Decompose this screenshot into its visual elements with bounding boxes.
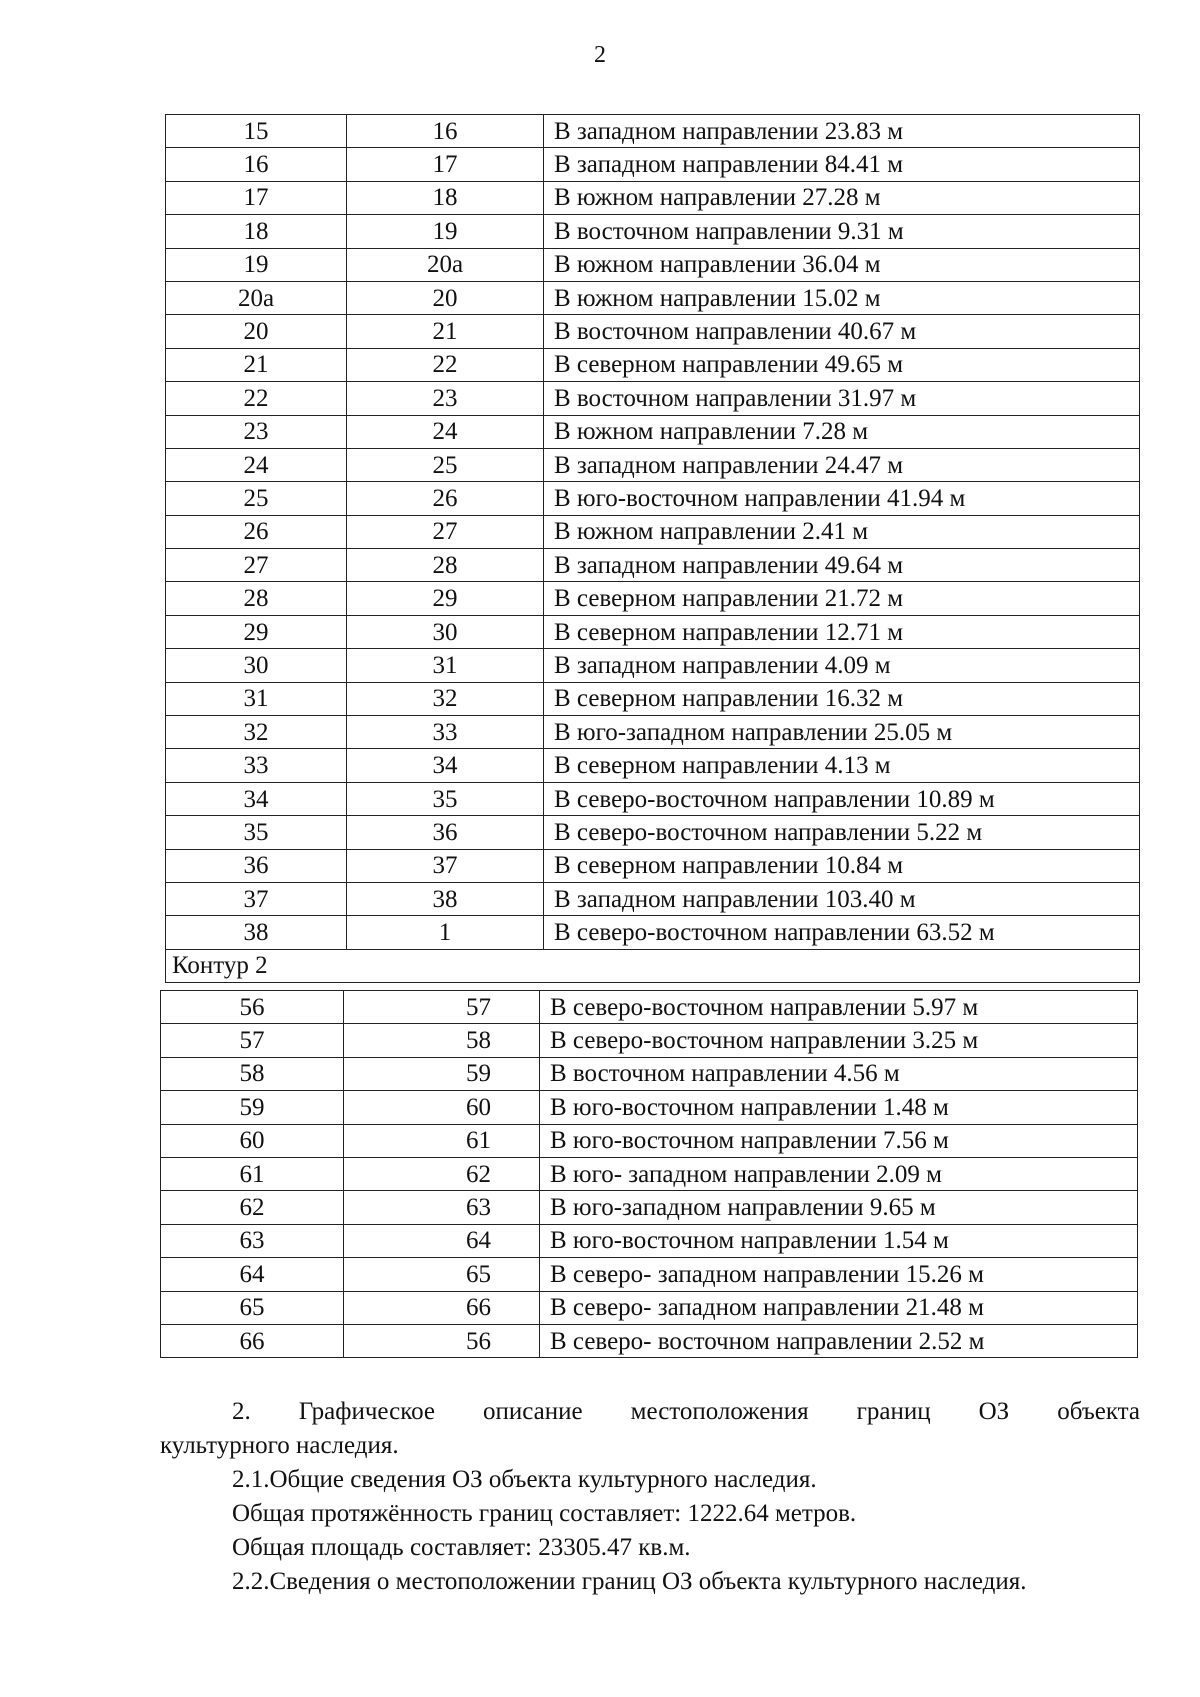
from-point-cell: 20: [166, 315, 347, 348]
from-point-cell: 25: [166, 482, 347, 515]
table-row: [161, 1091, 1138, 1124]
from-point-cell: 16: [166, 148, 347, 181]
total-area-text: Общая площадь составляет: 23305.47 кв.м.: [232, 1534, 691, 1561]
from-point-cell: 29: [166, 615, 347, 648]
table-row: [166, 849, 1140, 882]
to-point-cell: 34: [347, 749, 544, 782]
direction-distance-cell: В восточном направлении 40.67 м: [544, 315, 1140, 348]
direction-distance-cell: В северо-восточном направлении 5.22 м: [544, 816, 1140, 849]
to-point-cell: 58: [344, 1024, 540, 1057]
to-point-cell: 38: [347, 882, 544, 915]
direction-distance-cell: В северном направлении 4.13 м: [544, 749, 1140, 782]
to-point-cell: 20: [347, 281, 544, 314]
from-point-cell: 19: [166, 248, 347, 281]
direction-distance-cell: В западном направлении 24.47 м: [544, 448, 1140, 481]
table-row: [161, 1324, 1138, 1357]
direction-distance-cell: В юго-восточном направлении 7.56 м: [540, 1124, 1138, 1157]
direction-distance-cell: В северном направлении 12.71 м: [544, 615, 1140, 648]
boundary-table-contour-2: [160, 990, 1138, 1358]
direction-distance-cell: В западном направлении 23.83 м: [544, 115, 1140, 148]
from-point-cell: 59: [161, 1091, 344, 1124]
table-row: [166, 615, 1140, 648]
direction-distance-cell: В юго-западном направлении 9.65 м: [540, 1191, 1138, 1224]
table-row: [161, 1157, 1138, 1190]
direction-distance-cell: В западном направлении 4.09 м: [544, 649, 1140, 682]
to-point-cell: 18: [347, 181, 544, 214]
table-row: [161, 1024, 1138, 1057]
table-row: [166, 315, 1140, 348]
table-row: [166, 115, 1140, 148]
to-point-cell: 61: [344, 1124, 540, 1157]
table-row: [166, 549, 1140, 582]
table-row: [166, 215, 1140, 248]
from-point-cell: 36: [166, 849, 347, 882]
from-point-cell: 18: [166, 215, 347, 248]
from-point-cell: 56: [161, 991, 344, 1024]
direction-distance-cell: В северо- западном направлении 21.48 м: [540, 1291, 1138, 1324]
direction-distance-cell: В юго-восточном направлении 1.54 м: [540, 1224, 1138, 1257]
from-point-cell: 64: [161, 1258, 344, 1291]
section-2-heading-line-1: 2. Графическое описание местоположения границ ОЗ объекта: [232, 1398, 1140, 1425]
to-point-cell: 33: [347, 716, 544, 749]
from-point-cell: 63: [161, 1224, 344, 1257]
direction-distance-cell: В северо-восточном направлении 10.89 м: [544, 782, 1140, 815]
from-point-cell: 62: [161, 1191, 344, 1224]
to-point-cell: 32: [347, 682, 544, 715]
total-length-text: Общая протяжённость границ составляет: 1222.64 метров.: [232, 1500, 857, 1527]
section-2-2-heading: 2.2.Сведения о местоположении границ ОЗ объекта культурного наследия.: [232, 1568, 1027, 1595]
to-point-cell: 17: [347, 148, 544, 181]
direction-distance-cell: В западном направлении 49.64 м: [544, 549, 1140, 582]
table-row: [161, 991, 1138, 1024]
from-point-cell: 66: [161, 1324, 344, 1357]
to-point-cell: 35: [347, 782, 544, 815]
table-row: [166, 682, 1140, 715]
direction-distance-cell: В северном направлении 16.32 м: [544, 682, 1140, 715]
from-point-cell: 60: [161, 1124, 344, 1157]
contour-2-label: Контур 2: [166, 949, 544, 982]
direction-distance-cell: В северо- восточном направлении 2.52 м: [540, 1324, 1138, 1357]
table-row: [161, 1224, 1138, 1257]
table-row: [166, 782, 1140, 815]
from-point-cell: 57: [161, 1024, 344, 1057]
to-point-cell: 66: [344, 1291, 540, 1324]
from-point-cell: 15: [166, 115, 347, 148]
table-row: [166, 882, 1140, 915]
direction-distance-cell: В юго-восточном направлении 41.94 м: [544, 482, 1140, 515]
from-point-cell: 27: [166, 549, 347, 582]
contour-1-rows: [166, 115, 1140, 983]
table-row: [166, 749, 1140, 782]
direction-distance-cell: В южном направлении 7.28 м: [544, 415, 1140, 448]
from-point-cell: 20а: [166, 281, 347, 314]
to-point-cell: 63: [344, 1191, 540, 1224]
to-point-cell: 26: [347, 482, 544, 515]
direction-distance-cell: В северном направлении 49.65 м: [544, 348, 1140, 381]
from-point-cell: 21: [166, 348, 347, 381]
direction-distance-cell: В северо-восточном направлении 63.52 м: [544, 916, 1140, 949]
table-row: [166, 415, 1140, 448]
from-point-cell: 34: [166, 782, 347, 815]
direction-distance-cell: В юго-западном направлении 25.05 м: [544, 716, 1140, 749]
contour-2-rows: [161, 991, 1138, 1358]
table-row: [166, 716, 1140, 749]
boundary-table-contour-1: [165, 114, 1140, 983]
table-row: [166, 248, 1140, 281]
to-point-cell: 65: [344, 1258, 540, 1291]
to-point-cell: 28: [347, 549, 544, 582]
direction-distance-cell: В восточном направлении 9.31 м: [544, 215, 1140, 248]
table-row: [166, 181, 1140, 214]
to-point-cell: 29: [347, 582, 544, 615]
table-row: [161, 1291, 1138, 1324]
to-point-cell: 1: [347, 916, 544, 949]
contour-2-label-row: [166, 949, 1140, 982]
table-row: [166, 482, 1140, 515]
table-row: [161, 1258, 1138, 1291]
section-2-text: [160, 1395, 1140, 1599]
table-row: [166, 148, 1140, 181]
to-point-cell: 57: [344, 991, 540, 1024]
to-point-cell: 19: [347, 215, 544, 248]
from-point-cell: 61: [161, 1157, 344, 1190]
direction-distance-cell: В северо- западном направлении 15.26 м: [540, 1258, 1138, 1291]
direction-distance-cell: В юго-восточном направлении 1.48 м: [540, 1091, 1138, 1124]
table-row: [166, 382, 1140, 415]
direction-distance-cell: В северо-восточном направлении 5.97 м: [540, 991, 1138, 1024]
to-point-cell: 25: [347, 448, 544, 481]
from-point-cell: 38: [166, 916, 347, 949]
to-point-cell: 21: [347, 315, 544, 348]
to-point-cell: 36: [347, 816, 544, 849]
table-row: [166, 816, 1140, 849]
from-point-cell: 58: [161, 1057, 344, 1090]
direction-distance-cell: В северном направлении 21.72 м: [544, 582, 1140, 615]
from-point-cell: 24: [166, 448, 347, 481]
from-point-cell: 35: [166, 816, 347, 849]
from-point-cell: 28: [166, 582, 347, 615]
table-row: [161, 1124, 1138, 1157]
from-point-cell: 17: [166, 181, 347, 214]
table-row: [161, 1057, 1138, 1090]
from-point-cell: 22: [166, 382, 347, 415]
to-point-cell: 27: [347, 515, 544, 548]
table-row: [166, 281, 1140, 314]
from-point-cell: 32: [166, 716, 347, 749]
direction-distance-cell: В западном направлении 84.41 м: [544, 148, 1140, 181]
table-row: [166, 582, 1140, 615]
to-point-cell: 30: [347, 615, 544, 648]
to-point-cell: 31: [347, 649, 544, 682]
direction-distance-cell: В восточном направлении 31.97 м: [544, 382, 1140, 415]
direction-distance-cell: В южном направлении 15.02 м: [544, 281, 1140, 314]
from-point-cell: 30: [166, 649, 347, 682]
to-point-cell: 23: [347, 382, 544, 415]
section-2-1-heading: 2.1.Общие сведения ОЗ объекта культурного наследия.: [232, 1466, 817, 1493]
to-point-cell: 22: [347, 348, 544, 381]
page-number: 2: [594, 42, 606, 68]
to-point-cell: 64: [344, 1224, 540, 1257]
table-row: [166, 515, 1140, 548]
table-row: [166, 348, 1140, 381]
contour-2-label-spacer: [544, 949, 1140, 982]
direction-distance-cell: В северном направлении 10.84 м: [544, 849, 1140, 882]
to-point-cell: 56: [344, 1324, 540, 1357]
direction-distance-cell: В юго- западном направлении 2.09 м: [540, 1157, 1138, 1190]
section-2-heading-line-2: культурного наследия.: [160, 1432, 399, 1459]
table-row: [166, 649, 1140, 682]
from-point-cell: 23: [166, 415, 347, 448]
from-point-cell: 31: [166, 682, 347, 715]
to-point-cell: 20а: [347, 248, 544, 281]
to-point-cell: 59: [344, 1057, 540, 1090]
direction-distance-cell: В южном направлении 27.28 м: [544, 181, 1140, 214]
direction-distance-cell: В северо-восточном направлении 3.25 м: [540, 1024, 1138, 1057]
to-point-cell: 24: [347, 415, 544, 448]
to-point-cell: 60: [344, 1091, 540, 1124]
to-point-cell: 62: [344, 1157, 540, 1190]
table-row: [166, 448, 1140, 481]
from-point-cell: 37: [166, 882, 347, 915]
from-point-cell: 26: [166, 515, 347, 548]
direction-distance-cell: В южном направлении 2.41 м: [544, 515, 1140, 548]
table-row: [161, 1191, 1138, 1224]
from-point-cell: 65: [161, 1291, 344, 1324]
from-point-cell: 33: [166, 749, 347, 782]
to-point-cell: 37: [347, 849, 544, 882]
direction-distance-cell: В южном направлении 36.04 м: [544, 248, 1140, 281]
direction-distance-cell: В восточном направлении 4.56 м: [540, 1057, 1138, 1090]
direction-distance-cell: В западном направлении 103.40 м: [544, 882, 1140, 915]
table-row: [166, 916, 1140, 949]
to-point-cell: 16: [347, 115, 544, 148]
